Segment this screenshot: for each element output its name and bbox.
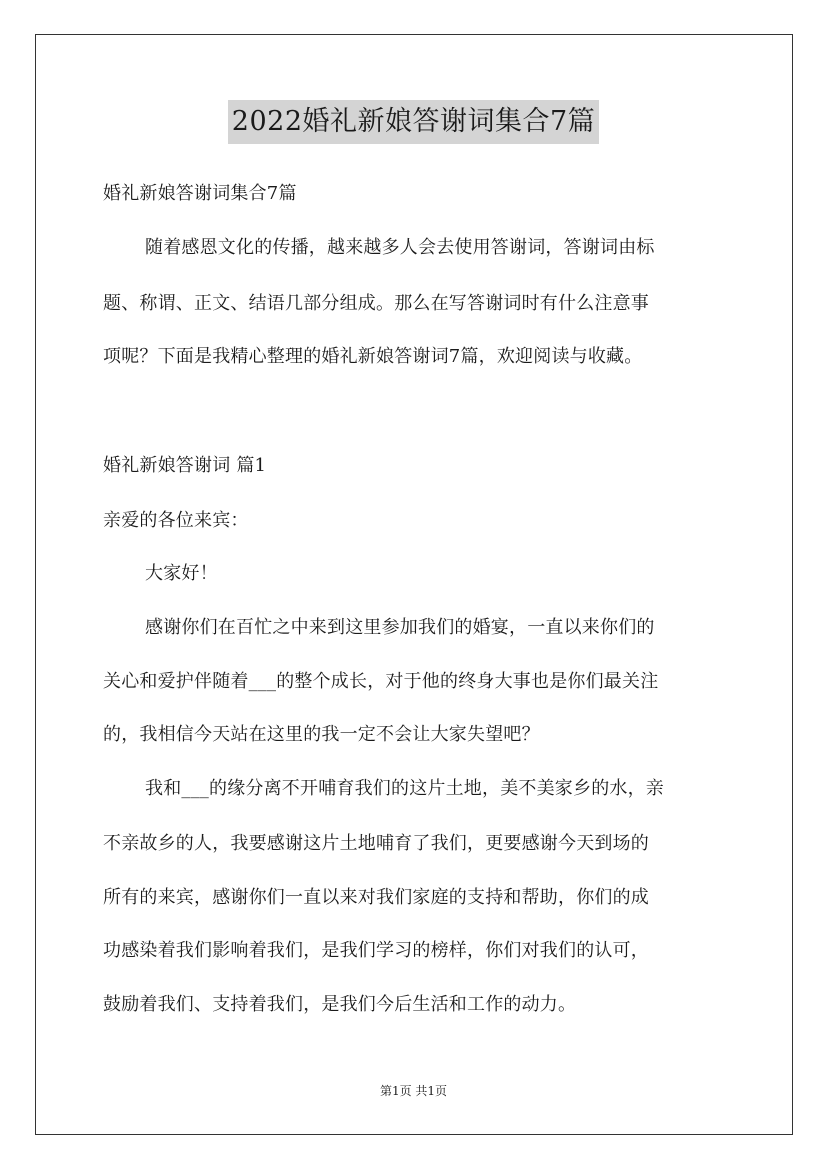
para1-line-1: 感谢你们在百忙之中来到这里参加我们的婚宴，一直以来你们的 [145,617,655,638]
para2-line-3: 所有的来宾，感谢你们一直以来对我们家庭的支持和帮助，你们的成 [103,887,649,908]
para1-line-3: 的，我相信今天站在这里的我一定不会让大家失望吧？ [103,724,540,745]
para2-line-4: 功感染着我们影响着我们，是我们学习的榜样，你们对我们的认可， [103,940,649,961]
document-subtitle: 婚礼新娘答谢词集合7篇 [103,183,297,204]
salutation: 亲爱的各位来宾： [103,510,249,531]
page-footer: 第1页 共1页 [379,1084,448,1098]
intro-line-1: 随着感恩文化的传播，越来越多人会去使用答谢词，答谢词由标 [145,237,655,258]
para1-line-2: 关心和爱护伴随着___的整个成长，对于他的终身大事也是你们最关注 [103,671,659,692]
document-title: 2022婚礼新娘答谢词集合7篇 [228,100,599,144]
para2-line-1: 我和___的缘分离不开哺育我们的这片土地，美不美家乡的水，亲 [145,778,664,799]
intro-line-2: 题、称谓、正文、结语几部分组成。那么在写答谢词时有什么注意事 [103,293,649,314]
title-wrapper [0,100,827,144]
section-heading: 婚礼新娘答谢词 篇1 [103,455,267,476]
greeting: 大家好！ [145,563,218,584]
para2-line-2: 不亲故乡的人，我要感谢这片土地哺育了我们，更要感谢今天到场的 [103,833,649,854]
intro-line-3: 项呢？下面是我精心整理的婚礼新娘答谢词7篇，欢迎阅读与收藏。 [103,346,643,367]
para2-line-5: 鼓励着我们、支持着我们，是我们今后生活和工作的动力。 [103,994,577,1015]
